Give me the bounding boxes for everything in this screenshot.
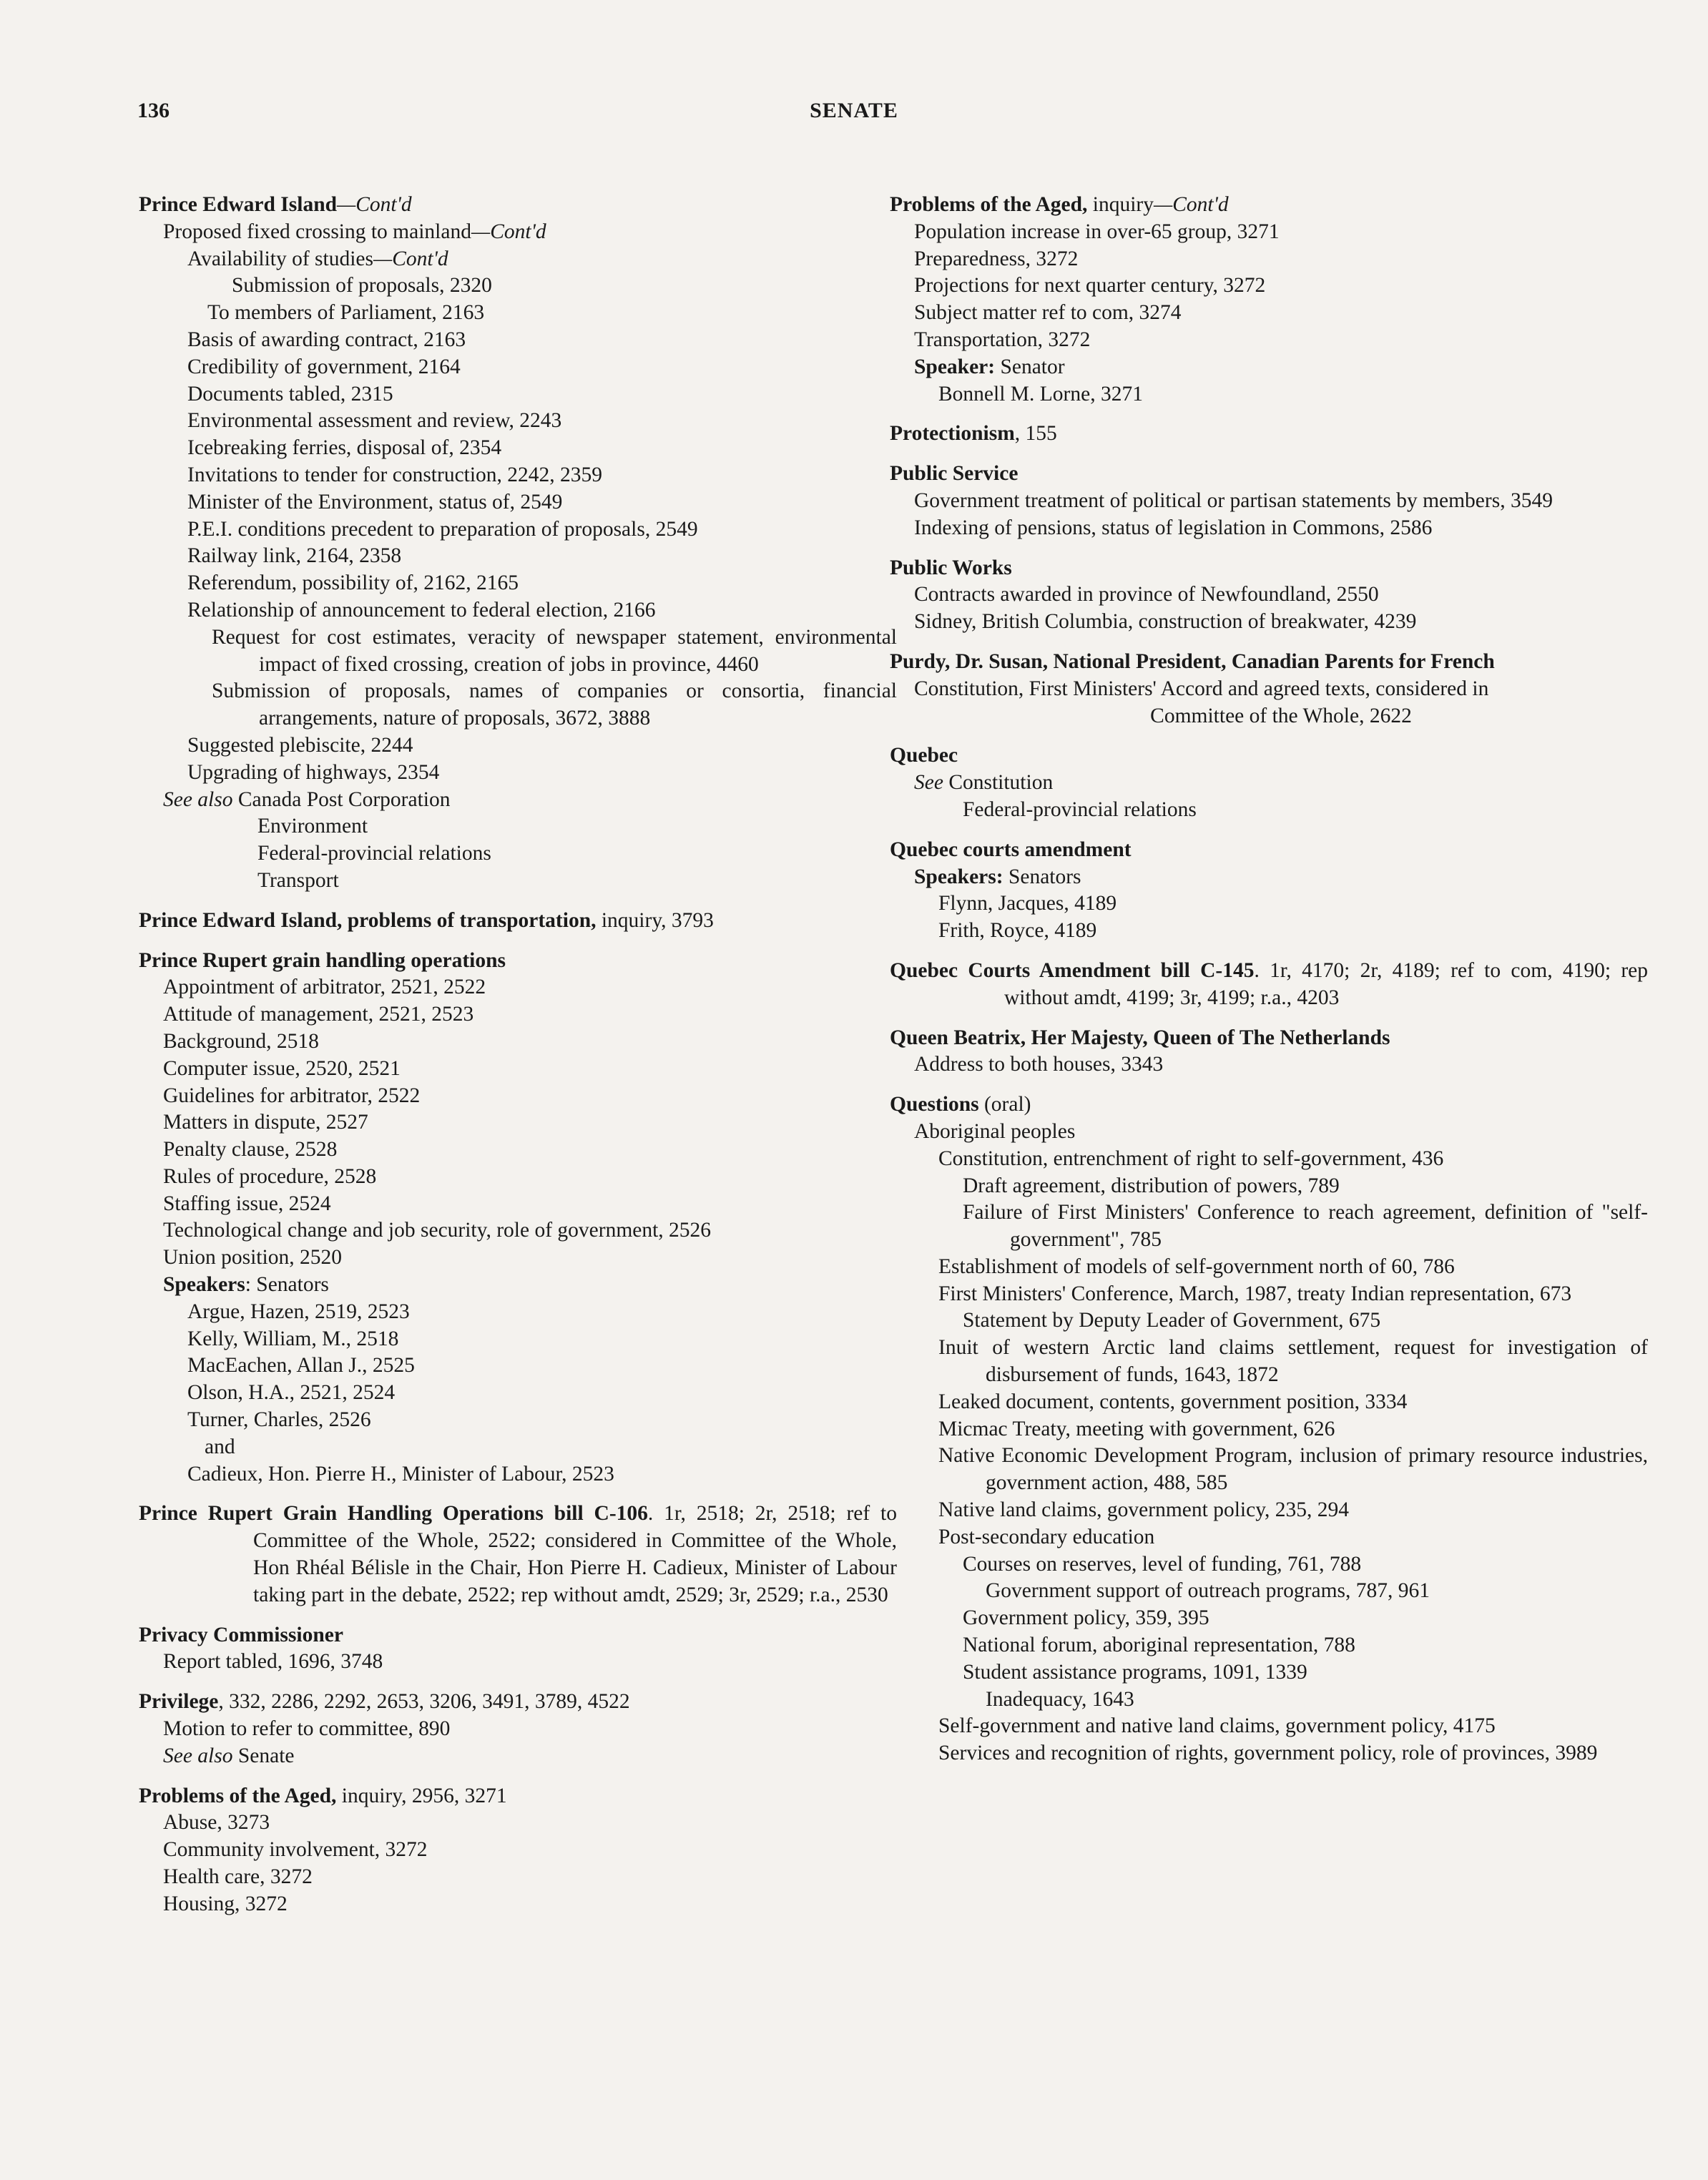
subentry: Background, 2518 — [163, 1029, 319, 1053]
subentry: Minister of the Environment, status of, 2549 — [187, 490, 563, 514]
subentry: Guidelines for arbitrator, 2522 — [163, 1084, 421, 1107]
cross-reference: Federal-provincial relations — [257, 842, 491, 865]
subentry: Government policy, 359, 395 — [963, 1606, 1209, 1630]
speaker: Olson, H.A., 2521, 2524 — [187, 1381, 396, 1405]
subentry: Availability of studies — [187, 247, 373, 270]
subentry: Documents tabled, 2315 — [187, 382, 393, 406]
subentry: Suggested plebiscite, 2244 — [187, 733, 413, 757]
index-entry — [890, 958, 1648, 1012]
speakers-detail: Senators — [1003, 865, 1081, 888]
subentry: Address to both houses, 3343 — [914, 1053, 1164, 1076]
subentry: Native Economic Development Program, inclusion of primary resource industries, government action, 488, 585 — [938, 1444, 1648, 1495]
subentry: Abuse, 3273 — [163, 1811, 270, 1835]
entry-heading: Protectionism — [890, 422, 1015, 446]
speakers-label: Speakers: — [914, 865, 1003, 888]
subentry: Rules of procedure, 2528 — [163, 1164, 377, 1188]
cross-reference: Constitution — [948, 771, 1054, 795]
speaker: Kelly, William, M., 2518 — [187, 1327, 399, 1350]
left-column — [139, 192, 897, 1931]
subentry: Draft agreement, distribution of powers, 789 — [963, 1174, 1340, 1197]
subentry: Environmental assessment and review, 2243 — [187, 409, 562, 433]
entry-heading: Queen Beatrix, Her Majesty, Queen of The Netherlands — [890, 1026, 1390, 1049]
index-entry — [139, 948, 897, 1488]
subentry: Constitution, First Ministers' Accord and agreed texts, considered in — [914, 677, 1489, 700]
subentry: Native land claims, government policy, 235, 294 — [938, 1498, 1350, 1522]
entry-detail: (oral) — [978, 1093, 1031, 1116]
subentry: Constitution, entrenchment of right to self-government, 436 — [938, 1147, 1444, 1170]
speaker: Turner, Charles, 2526 — [187, 1408, 371, 1432]
entry-detail: . 1r, 2518; 2r, 2518; ref to Committee of the Whole, 2522; considered in Committee of the Whole, Hon Rhéal Bélisle in the Chair, Hon Pierre H. Cadieux, Minister of Labour taking part in the debate, 2522; rep without amdt, 2529; 3r, 2529; r.a., 2530 — [253, 1502, 897, 1606]
index-entry — [139, 1501, 897, 1609]
subentry: Request for cost estimates, veracity of newspaper statement, environmental impact of fixed crossing, creation of jobs in province, 4460 — [212, 625, 897, 676]
index-entry — [890, 837, 1648, 945]
subentry: Upgrading of highways, 2354 — [187, 760, 440, 784]
cross-reference: Environment — [257, 815, 368, 838]
cross-reference: Federal-provincial relations — [963, 797, 1197, 821]
index-entry — [139, 1689, 897, 1769]
subentry: Self-government and native land claims, government policy, 4175 — [938, 1714, 1496, 1738]
subentry: Establishment of models of self-government north of 60, 786 — [938, 1255, 1455, 1278]
index-entry — [139, 1783, 897, 1918]
subentry: Post-secondary education — [938, 1525, 1155, 1548]
continued-label: —Cont'd — [373, 247, 448, 270]
see-label: See — [914, 771, 943, 795]
subentry: Micmac Treaty, meeting with government, 626 — [938, 1417, 1335, 1440]
index-entry — [890, 649, 1648, 730]
subentry: Union position, 2520 — [163, 1246, 342, 1270]
entry-heading: Prince Rupert grain handling operations — [139, 948, 506, 972]
subentry: Sidney, British Columbia, construction of breakwater, 4239 — [914, 610, 1417, 634]
entry-detail: inquiry, 2956, 3271 — [336, 1784, 507, 1807]
subentry: Failure of First Ministers' Conference to reach agreement, definition of "self-government", 785 — [963, 1201, 1648, 1252]
entry-detail: inquiry — [1087, 193, 1154, 216]
entry-heading: Quebec — [890, 744, 958, 767]
see-also-label: See also — [163, 787, 233, 811]
right-column — [890, 192, 1648, 1780]
subentry: Inadequacy, 1643 — [986, 1687, 1134, 1711]
subentry: Government support of outreach programs, 787, 961 — [986, 1579, 1430, 1603]
subentry: Basis of awarding contract, 2163 — [187, 328, 466, 351]
speaker: Flynn, Jacques, 4189 — [938, 892, 1117, 915]
subentry: Contracts awarded in province of Newfoundland, 2550 — [914, 583, 1379, 607]
speakers-detail: : Senators — [245, 1273, 329, 1297]
subentry: Community involvement, 3272 — [163, 1838, 428, 1862]
subentry: Statement by Deputy Leader of Government, 675 — [963, 1309, 1381, 1332]
cross-reference: Senate — [237, 1744, 295, 1767]
index-entry — [890, 461, 1648, 541]
conjunction: and — [205, 1435, 235, 1458]
subentry: Penalty clause, 2528 — [163, 1138, 338, 1162]
speaker: Cadieux, Hon. Pierre H., Minister of Labour, 2523 — [187, 1462, 614, 1486]
entry-detail: , 332, 2286, 2292, 2653, 3206, 3491, 3789, 4522 — [218, 1690, 630, 1714]
entry-heading: Problems of the Aged, — [139, 1784, 337, 1807]
entry-heading: Privacy Commissioner — [139, 1623, 343, 1646]
entry-heading: Quebec Courts Amendment bill C-145 — [890, 958, 1255, 982]
continued-label: —Cont'd — [337, 193, 412, 216]
subentry: Computer issue, 2520, 2521 — [163, 1056, 401, 1080]
entry-heading: Prince Rupert Grain Handling Operations bill C-106 — [139, 1502, 648, 1526]
subentry: Population increase in over-65 group, 3271 — [914, 220, 1280, 243]
entry-heading: Public Works — [890, 556, 1012, 579]
see-also-label: See also — [163, 1744, 233, 1767]
index-entry — [890, 421, 1648, 448]
speaker: MacEachen, Allan J., 2525 — [187, 1354, 415, 1378]
entry-detail: . 1r, 4170; 2r, 4189; ref to com, 4190; rep without amdt, 4199; 3r, 4199; r.a., 4203 — [1004, 958, 1648, 1009]
speaker: Bonnell M. Lorne, 3271 — [938, 382, 1143, 406]
index-entry — [890, 555, 1648, 636]
subentry: Submission of proposals, names of companies or consortia, financial arrangements, nature of proposals, 3672, 3888 — [212, 679, 897, 730]
subentry: Technological change and job security, role of government, 2526 — [163, 1219, 712, 1242]
subentry: Icebreaking ferries, disposal of, 2354 — [187, 436, 502, 460]
speaker: Frith, Royce, 4189 — [938, 919, 1097, 943]
speaker: Argue, Hazen, 2519, 2523 — [187, 1300, 410, 1323]
cross-reference: Canada Post Corporation — [237, 787, 451, 811]
subentry: Report tabled, 1696, 3748 — [163, 1650, 383, 1674]
subentry: Matters in dispute, 2527 — [163, 1111, 368, 1134]
subentry: Preparedness, 3272 — [914, 247, 1079, 270]
subentry: Submission of proposals, 2320 — [232, 274, 492, 298]
subentry: Attitude of management, 2521, 2523 — [163, 1003, 474, 1026]
page-number: 136 — [137, 99, 170, 122]
subentry: Staffing issue, 2524 — [163, 1192, 331, 1215]
entry-heading: Questions — [890, 1093, 979, 1116]
entry-heading: Public Service — [890, 462, 1019, 486]
entry-detail: , 155 — [1014, 422, 1057, 446]
subentry: Housing, 3272 — [163, 1892, 288, 1915]
subentry: Invitations to tender for construction, 2242, 2359 — [187, 463, 603, 486]
index-entry — [139, 192, 897, 895]
subentry: P.E.I. conditions precedent to preparation of proposals, 2549 — [187, 517, 698, 541]
subentry: Health care, 3272 — [163, 1865, 313, 1889]
subentry: Courses on reserves, level of funding, 761, 788 — [963, 1552, 1362, 1576]
subentry: National forum, aboriginal representation, 788 — [963, 1634, 1355, 1657]
subentry: Relationship of announcement to federal election, 2166 — [187, 598, 656, 622]
speaker-detail: Senator — [995, 355, 1065, 378]
subentry: Student assistance programs, 1091, 1339 — [963, 1660, 1307, 1684]
subentry: Appointment of arbitrator, 2521, 2522 — [163, 976, 486, 999]
entry-heading: Quebec courts amendment — [890, 838, 1132, 861]
index-entry — [890, 742, 1648, 823]
entry-heading: Prince Edward Island, problems of transportation, — [139, 908, 597, 932]
subentry: To members of Parliament, 2163 — [207, 301, 485, 325]
subentry: First Ministers' Conference, March, 1987, treaty Indian representation, 673 — [938, 1282, 1572, 1305]
index-entry — [139, 1622, 897, 1676]
index-entry — [890, 1025, 1648, 1079]
subentry: Government treatment of political or partisan statements by members, 3549 — [914, 488, 1553, 512]
subentry: Indexing of pensions, status of legislation in Commons, 2586 — [914, 516, 1433, 539]
index-entry — [139, 908, 897, 935]
entry-heading: Prince Edward Island — [139, 193, 338, 216]
running-head: SENATE — [810, 99, 898, 122]
subentry: Leaked document, contents, government position, 3334 — [938, 1390, 1408, 1413]
subentry-continuation: Committee of the Whole, 2622 — [1150, 704, 1412, 727]
subentry: Referendum, possibility of, 2162, 2165 — [187, 571, 519, 595]
subentry: Railway link, 2164, 2358 — [187, 544, 402, 568]
subentry: Inuit of western Arctic land claims settlement, request for investigation of disbursement of funds, 1643, 1872 — [938, 1336, 1648, 1387]
entry-detail: inquiry, 3793 — [596, 908, 714, 932]
subentry: Subject matter ref to com, 3274 — [914, 301, 1182, 325]
entry-heading: Privilege — [139, 1690, 219, 1714]
continued-label: —Cont'd — [1154, 193, 1229, 216]
subentry: Services and recognition of rights, government policy, role of provinces, 3989 — [938, 1742, 1598, 1765]
speakers-label: Speakers — [163, 1273, 245, 1297]
subentry: Proposed fixed crossing to mainland — [163, 220, 471, 243]
entry-heading: Problems of the Aged, — [890, 193, 1088, 216]
index-entry — [890, 192, 1648, 408]
subentry: Credibility of government, 2164 — [187, 355, 461, 378]
continued-label: —Cont'd — [471, 220, 546, 243]
subentry: Transportation, 3272 — [914, 328, 1091, 351]
cross-reference: Transport — [257, 868, 339, 892]
index-entry — [890, 1091, 1648, 1767]
speaker-label: Speaker: — [914, 355, 996, 378]
entry-heading: Purdy, Dr. Susan, National President, Canadian Parents for French — [890, 649, 1495, 673]
subentry: Projections for next quarter century, 3272 — [914, 274, 1266, 298]
subentry: Aboriginal peoples — [914, 1119, 1076, 1143]
subentry: Motion to refer to committee, 890 — [163, 1717, 451, 1741]
